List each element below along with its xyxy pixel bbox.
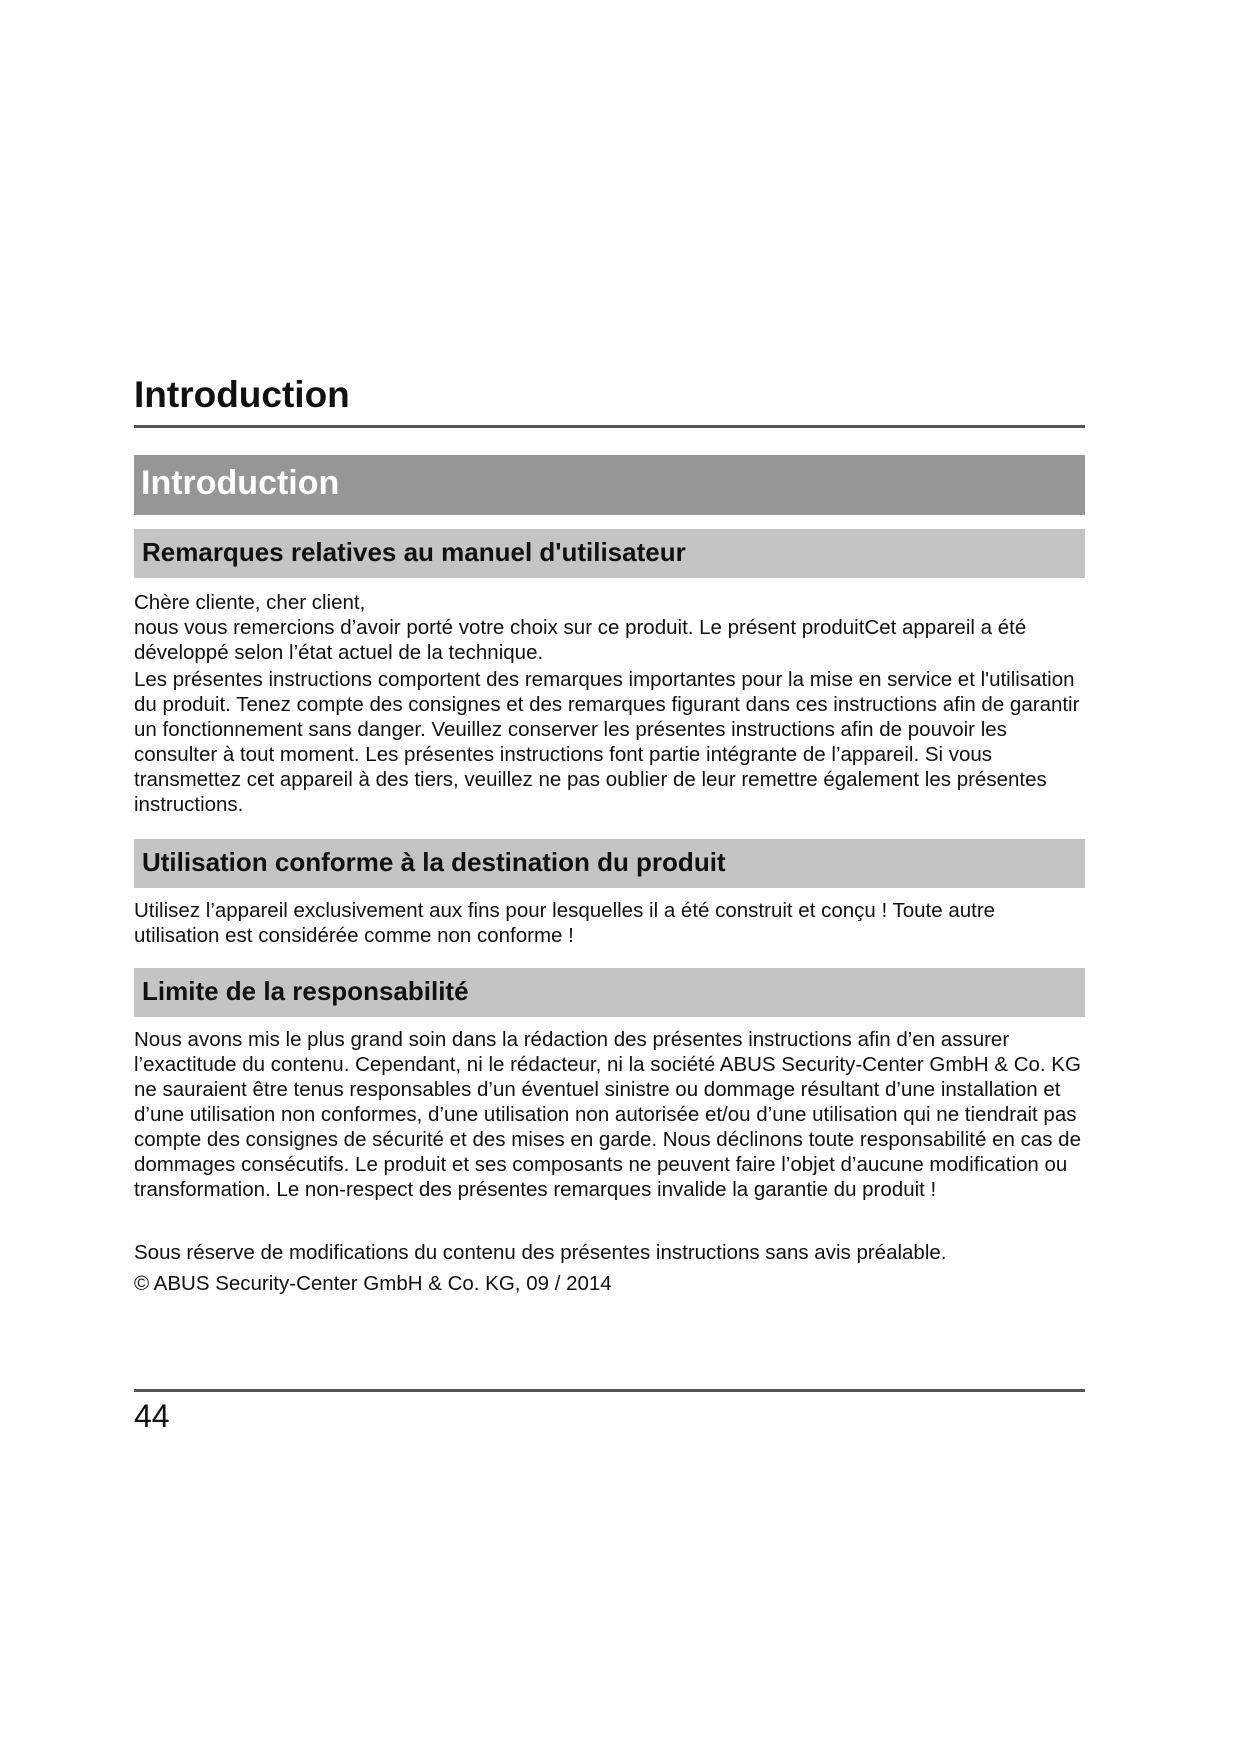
subsection-title: Remarques relatives au manuel d'utilisateur xyxy=(142,537,686,567)
subsection-header-user-manual-notes xyxy=(134,529,1085,578)
paragraph-thanks: nous vous remercions d’avoir porté votre choix sur ce produit. Le présent produitCet appareil a été développé selon l’état actuel de la technique. xyxy=(134,616,1027,664)
paragraph-greeting: Chère cliente, cher client, xyxy=(134,591,366,614)
page-number: 44 xyxy=(134,1398,170,1434)
copyright-notice: © ABUS Security-Center GmbH & Co. KG, 09 / 2014 xyxy=(134,1272,612,1295)
subsection-title: Limite de la responsabilité xyxy=(142,976,469,1006)
subsection-header-intended-use xyxy=(134,839,1085,888)
paragraph-reservation: Sous réserve de modifications du contenu des présentes instructions sans avis préalable. xyxy=(134,1241,947,1264)
paragraph-intended-use: Utilisez l’appareil exclusivement aux fins pour lesquelles il a été construit et conçu ! Toute autre utilisation est considérée comme non conforme ! xyxy=(134,899,996,947)
section-header-band xyxy=(134,455,1085,515)
paragraph-liability: Nous avons mis le plus grand soin dans la rédaction des présentes instructions afin d’en assurer l’exactitude du contenu. Cependant, ni le rédacteur, ni la société ABUS Security-Center GmbH & Co. KG ne sauraient être tenus responsables d’un éventuel sinistre ou dommage résultant d’une installation et d’une utilisation non conformes, d’une utilisation non autorisée et/ou d’une utilisation qui ne tiendrait pas compte des consignes de sécurité et des mises en garde. Nous déclinons toute responsabilité en cas de dommages consécutifs. Le produit et ses composants ne peuvent faire l’objet d’aucune modification ou transformation. Le non-respect des présentes remarques invalide la garantie du produit ! xyxy=(134,1028,1081,1201)
subsection-title: Utilisation conforme à la destination du produit xyxy=(142,847,726,877)
paragraph-instructions: Les présentes instructions comportent des remarques importantes pour la mise en service et l'utilisation du produit. Tenez compte des consignes et des remarques figurant dans ces instructions afin de garantir un fonctionnement sans danger. Veuillez conserver les présentes instructions afin de pouvoir les consulter à tout moment. Les présentes instructions font partie intégrante de l’appareil. Si vous transmettez cet appareil à des tiers, veuillez ne pas oublier de leur remettre également les présentes instructions. xyxy=(134,668,1080,816)
section-title: Introduction xyxy=(141,464,340,502)
footer-divider xyxy=(134,1389,1085,1392)
page-title: Introduction xyxy=(134,374,350,415)
subsection-header-liability xyxy=(134,968,1085,1017)
manual-page xyxy=(134,0,1085,1754)
title-divider xyxy=(134,425,1085,428)
